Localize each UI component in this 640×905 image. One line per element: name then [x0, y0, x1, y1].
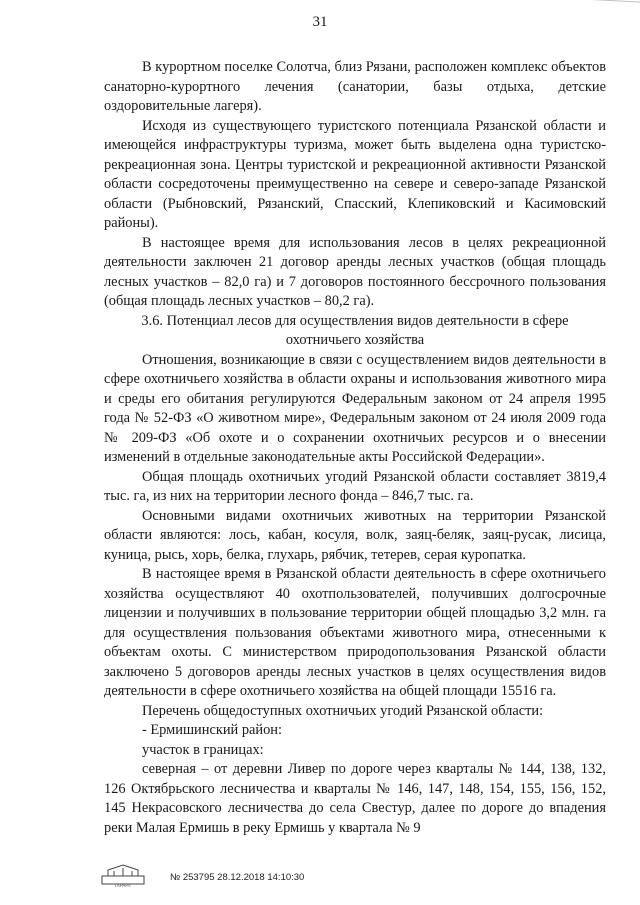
paragraph-northern-border: северная – от деревни Ливер по дороге через кварталы № 144, 138, 132, 126 Октябрьского лесничества и кварталы № 146, 147, 148, 154, 155, 156, 152, 145 Некрасовского лесничества до села Свестур, далее по дороге до впадения реки Малая Ермишь в реку Ермишь у квартала № 9 [104, 761, 606, 836]
document-body [104, 58, 606, 838]
document-footer [98, 862, 398, 892]
paragraph-tourism-zone: Исходя из существующего туристского потенциала Рязанской области и имеющейся инфраструктуры туризма, может быть выделена одна туристско-рекреационная зона. Центры туристской и рекреационной активности Рязанской области сосредоточены преимущественно на севере и северо-западе Рязанской области (Рыбновский, Рязанский, Спасский, Клепиковский и Касимовский районы). [104, 117, 606, 231]
registration-stamp: № 253795 28.12.2018 14:10:30 [170, 872, 305, 883]
registry-logo-icon [98, 862, 148, 888]
section-title: 3.6. Потенциал лесов для осуществления видов деятельности в сфере охотничьего хозяйства [141, 312, 569, 348]
paragraph-recreation-leases: В настоящее время для использования лесов в целях рекреационной деятельности заключен 21 договор аренды лесных участков (общая площадь лесных участков – 82,0 га) и 7 договоров постоянного бессрочного пользования (общая площадь лесных участков – 80,2 га). [104, 234, 606, 309]
paragraph-plot-bounds: участок в границах: [142, 741, 264, 758]
paragraph-total-area: Общая площадь охотничьих угодий Рязанской области составляет 3819,4 тыс. га, из них на территории лесного фонда – 846,7 тыс. га. [104, 468, 606, 504]
logo-caption: ГАРАНТ [114, 883, 132, 888]
paragraph-district: - Ермишинский район: [142, 722, 283, 738]
paragraph-resort: В курортном поселке Солотча, близ Рязани, расположен комплекс объектов санаторно-курортного лечения (санатории, базы отдыха, детские оздоровительные лагеря). [104, 59, 606, 114]
page-number: 31 [312, 14, 328, 30]
paragraph-public-lands-heading: Перечень общедоступных охотничьих угодий Рязанской области: [142, 702, 544, 719]
paragraph-species: Основными видами охотничьих животных на территории Рязанской области являются: лось, кабан, косуля, волк, заяц-беляк, заяц-русак, лисица, куница, рысь, хорь, белка, глухарь, рябчик, тетерев, серая куропатка. [104, 507, 606, 563]
paragraph-hunting-users: В настоящее время в Рязанской области деятельность в сфере охотничьего хозяйства осуществляют 40 охотпользователей, получивших долгосрочные лицензии и получивших в пользование территории общей площадью 3,2 млн. га для осуществления пользования объектами животного мира, отнесенными к объектам охоты. С министерством природопользования Рязанской области заключено 5 договоров аренды лесных участков в целях осуществления видов деятельности в сфере охотничьего хозяйства на общей площади 15516 га. [104, 566, 606, 699]
paragraph-legal-basis: Отношения, возникающие в связи с осуществлением видов деятельности в сфере охотничьего хозяйства в области охраны и использования животного мира и среды его обитания регулируются Федеральным законом от 24 апреля 1995 года № 52-ФЗ «О животном мире», Федеральным законом от 24 июля 2009 года № 209-ФЗ «Об охоте и о сохранении охотничьих ресурсов и о внесении изменений в отдельные законодательные акты Российской Федерации». [104, 351, 606, 465]
